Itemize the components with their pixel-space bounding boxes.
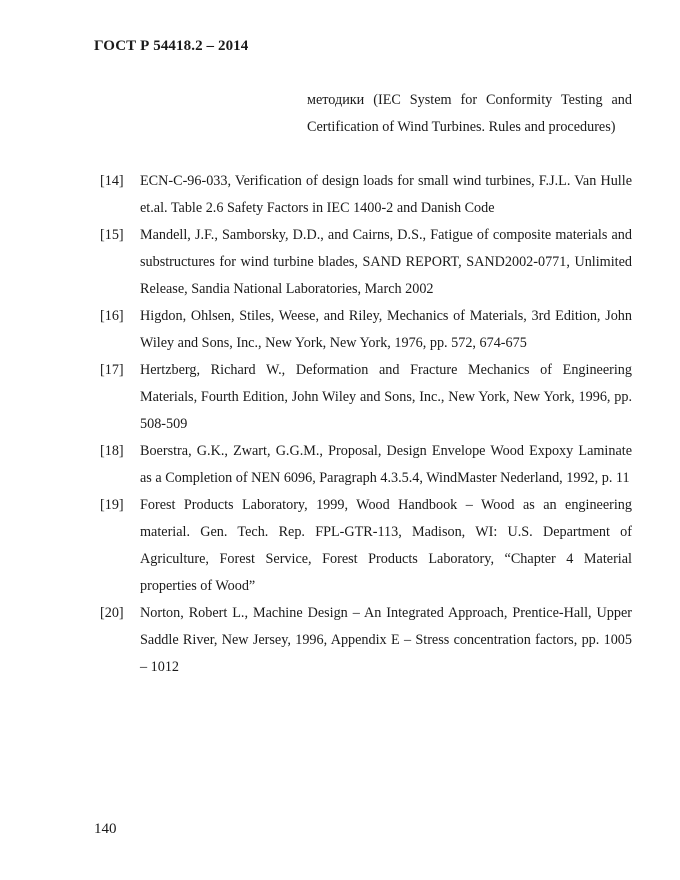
document-header: ГОСТ Р 54418.2 – 2014 <box>94 38 249 54</box>
reference-text: Norton, Robert L., Machine Design – An Integrated Approach, Prentice-Hall, Upper Saddle River, New Jersey, 1996, Appendix E – Stress concentration factors, pp. 1005 – 1012 <box>140 605 632 675</box>
reference-number: [17] <box>100 362 124 378</box>
reference-number: [20] <box>100 605 124 621</box>
reference-number: [16] <box>100 308 124 324</box>
reference-list <box>100 168 632 681</box>
reference-text: ECN-C-96-033, Verification of design loads for small wind turbines, F.J.L. Van Hulle et.al. Table 2.6 Safety Factors in IEC 1400-2 and Danish Code <box>140 173 632 216</box>
reference-item <box>100 492 632 600</box>
reference-item <box>100 222 632 303</box>
continued-reference-text: методики (IEC System for Conformity Testing and Certification of Wind Turbines. Rules and procedures) <box>307 92 632 135</box>
reference-text: Boerstra, G.K., Zwart, G.G.M., Proposal, Design Envelope Wood Expoxy Laminate as a Completion of NEN 6096, Paragraph 4.3.5.4, WindMaster Nederland, 1992, p. 11 <box>140 443 632 486</box>
reference-item <box>100 303 632 357</box>
reference-text: Higdon, Ohlsen, Stiles, Weese, and Riley, Mechanics of Materials, 3rd Edition, John Wiley and Sons, Inc., New York, New York, 1976, pp. 572, 674-675 <box>140 308 632 351</box>
reference-text: Hertzberg, Richard W., Deformation and Fracture Mechanics of Engineering Materials, Fourth Edition, John Wiley and Sons, Inc., New York, New York, 1996, pp. 508-509 <box>140 362 632 432</box>
reference-item <box>100 438 632 492</box>
reference-number: [15] <box>100 227 124 243</box>
reference-number: [14] <box>100 173 124 189</box>
reference-item <box>100 600 632 681</box>
reference-number: [19] <box>100 497 124 513</box>
reference-item <box>100 168 632 222</box>
reference-text: Forest Products Laboratory, 1999, Wood Handbook – Wood as an engineering material. Gen. Tech. Rep. FPL-GTR-113, Madison, WI: U.S. Department of Agriculture, Forest Service, Forest Products Laboratory, “Chapter 4 Material properties of Wood” <box>140 497 632 594</box>
page-number: 140 <box>94 821 117 837</box>
reference-number: [18] <box>100 443 124 459</box>
reference-text: Mandell, J.F., Samborsky, D.D., and Cairns, D.S., Fatigue of composite materials and substructures for wind turbine blades, SAND REPORT, SAND2002-0771, Unlimited Release, Sandia National Laboratories, March 2002 <box>140 227 632 297</box>
reference-item <box>100 357 632 438</box>
